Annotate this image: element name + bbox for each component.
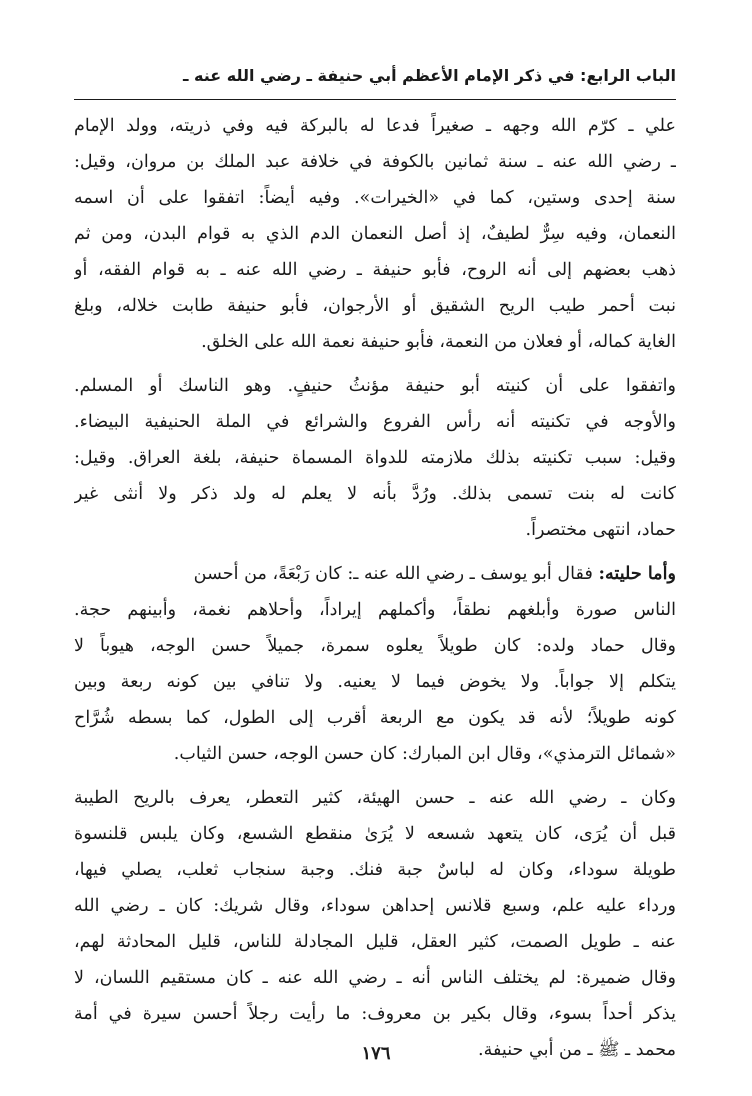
paragraph bbox=[74, 556, 676, 772]
paragraph-gap bbox=[74, 360, 676, 368]
running-header: الباب الرابع: في ذكر الإمام الأعظم أبي حنيفة ـ رضي الله عنه ـ bbox=[182, 66, 676, 85]
paragraph bbox=[74, 108, 676, 360]
text-line: وكان ـ رضي الله عنه ـ حسن الهيئة، كثير التعطر، يعرف بالريح الطيبة bbox=[74, 788, 676, 808]
paragraph bbox=[74, 368, 676, 548]
text-line: والأوجه في تكنيته أنه رأس الفروع والشرائع في الملة الحنيفية البيضاء. bbox=[74, 412, 676, 432]
text-line: «شمائل الترمذي»، وقال ابن المبارك: كان حسن الوجه، حسن الثياب. bbox=[173, 744, 676, 764]
text-line: يتكلم إلا جواباً. ولا يخوض فيما لا يعنيه. ولا تنافي بين كونه ربعة وبين bbox=[74, 672, 676, 692]
text-line: محمد ـ ﷺ ـ من أبي حنيفة. bbox=[478, 1040, 676, 1060]
text-line: علي ـ كرّم الله وجهه ـ صغيراً فدعا له بالبركة فيه وفي ذريته، وولد الإمام bbox=[74, 116, 676, 136]
text-line: ـ رضي الله عنه ـ سنة ثمانين بالكوفة في خلافة عبد الملك بن مروان، وقيل: bbox=[74, 152, 676, 172]
paragraph-gap bbox=[74, 772, 676, 780]
text-line: يذكر أحداً بسوء، وقال بكير بن معروف: ما رأيت رجلاً أحسن سيرة في أمة bbox=[74, 1004, 676, 1024]
text-line: وقال ضميرة: لم يختلف الناس أنه ـ رضي الله عنه ـ كان مستقيم اللسان، لا bbox=[74, 968, 676, 988]
text-line: الغاية كماله، أو فعلان من النعمة، فأبو حنيفة نعمة الله على الخلق. bbox=[201, 332, 676, 352]
page-body bbox=[74, 108, 676, 1068]
text-line: ورداء عليه علم، وسبع قلانس إحداهن سوداء، وقال شريك: كان ـ رضي الله bbox=[74, 896, 676, 916]
paragraph-lead: وأما حليته: bbox=[598, 563, 676, 584]
paragraph bbox=[74, 780, 676, 1068]
text-line: كونه طويلاً؛ لأنه قد يكون مع الربعة أقرب إلى الطول، كما بسطه شُرَّاح bbox=[74, 708, 676, 728]
text-line: سنة إحدى وستين، كما في «الخيرات». وفيه أيضاً: اتفقوا على أن اسمه bbox=[74, 188, 676, 208]
text-line: حماد، انتهى مختصراً. bbox=[525, 520, 676, 540]
text-line: كانت له بنت تسمى بذلك. ورُدَّ بأنه لا يعلم له ولد ذكر ولا أنثى غير bbox=[74, 484, 676, 504]
text-line: ذهب بعضهم إلى أنه الروح، فأبو حنيفة ـ رضي الله عنه ـ به قوام الفقه، أو bbox=[74, 260, 676, 280]
text-line: نبت أحمر طيب الريح الشقيق أو الأرجوان، فأبو حنيفة طابت خلاله، وبلغ bbox=[74, 296, 676, 316]
header-rule bbox=[74, 99, 676, 100]
page-number: ١٧٦ bbox=[361, 1043, 391, 1064]
text-line: النعمان، وفيه سِرٌّ لطيفٌ، إذ أصل النعمان الدم الذي به قوام البدن، ومن ثم bbox=[74, 224, 676, 244]
text-line bbox=[74, 556, 676, 592]
text-line: عنه ـ طويل الصمت، كثير العقل، قليل المجادلة للناس، قليل المحادثة لهم، bbox=[74, 932, 676, 952]
text-line: الناس صورة وأبلغهم نطقاً، وأكملهم إيراداً، وأحلاهم نغمة، وأبينهم حجة. bbox=[74, 600, 676, 620]
text-line: واتفقوا على أن كنيته أبو حنيفة مؤنثُ حنيفٍ. وهو الناسك أو المسلم. bbox=[74, 376, 676, 396]
text-line: طويلة سوداء، وكان له لباسٌ جبة فنك. وجبة سنجاب ثعلب، يصلي فيها، bbox=[74, 860, 676, 880]
text-line: وقال حماد ولده: كان طويلاً يعلوه سمرة، جميلاً حسن الوجه، هيوباً لا bbox=[74, 636, 676, 656]
text-line-rest: فقال أبو يوسف ـ رضي الله عنه ـ: كان رَبْعَةً، من أحسن bbox=[193, 564, 599, 584]
paragraph-gap bbox=[74, 548, 676, 556]
text-line: قبل أن يُرَى، كان يتعهد شسعه لا يُرَىٰ منقطع الشسع، وكان يلبس قلنسوة bbox=[74, 824, 676, 844]
text-line: وقيل: سبب تكنيته بذلك ملازمته للدواة المسماة حنيفة، بلغة العراق. وقيل: bbox=[74, 448, 676, 468]
